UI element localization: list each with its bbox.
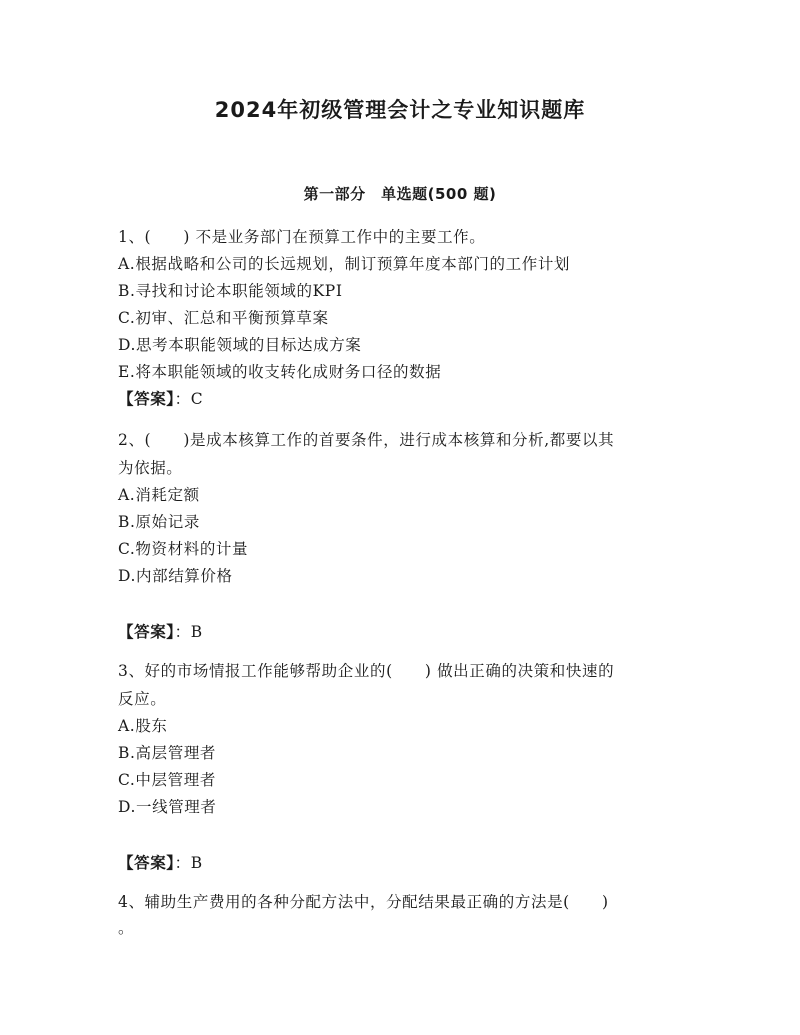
answer-value: ：C (174, 390, 204, 408)
answer-value: ：B (174, 623, 203, 641)
question-4-stem-line-2: 。 (118, 919, 135, 937)
question-3-option-d: D.一线管理者 (118, 798, 217, 816)
question-3-stem-line-1: 3、好的市场情报工作能够帮助企业的( ) 做出正确的决策和快速的 (118, 662, 615, 680)
question-3-option-b: B.高层管理者 (118, 744, 217, 762)
question-1-option-a: A.根据战略和公司的长远规划，制订预算年度本部门的工作计划 (118, 255, 571, 273)
question-2-stem-line-2: 为依据。 (118, 459, 183, 477)
question-3-option-c: C.中层管理者 (118, 771, 216, 789)
question-3-answer (118, 853, 688, 873)
question-1-option-d: D.思考本职能领域的目标达成方案 (118, 336, 362, 354)
question-3-stem-line-2: 反应。 (118, 690, 167, 708)
question-1-option-b: B.寻找和讨论本职能领域的KPI (118, 282, 343, 300)
question-1-option-c: C.初审、汇总和平衡预算草案 (118, 309, 329, 327)
question-2-option-d: D.内部结算价格 (118, 567, 233, 585)
answer-label: 【答案】 (118, 854, 175, 872)
question-4-stem-line-1: 4、辅助生产费用的各种分配方法中，分配结果最正确的方法是( ) (118, 893, 609, 911)
answer-label: 【答案】 (118, 390, 175, 408)
question-1-option-e: E.将本职能领域的收支转化成财务口径的数据 (118, 363, 442, 381)
answer-value: ：B (174, 854, 203, 872)
question-1-answer (118, 389, 688, 409)
question-1-stem: 1、( ) 不是业务部门在预算工作中的主要工作。 (118, 228, 486, 246)
question-3-option-a: A.股东 (118, 717, 168, 735)
question-2-stem-line-1: 2、( )是成本核算工作的首要条件，进行成本核算和分析,都要以其 (118, 431, 615, 449)
answer-label: 【答案】 (118, 623, 175, 641)
document-title: 2024年初级管理会计之专业知识题库 (214, 98, 586, 122)
question-2-option-b: B.原始记录 (118, 513, 200, 531)
question-2-option-a: A.消耗定额 (118, 486, 200, 504)
question-2-option-c: C.物资材料的计量 (118, 540, 249, 558)
section-title: 第一部分 单选题(500 题) (303, 185, 497, 203)
question-2-answer (118, 622, 688, 642)
